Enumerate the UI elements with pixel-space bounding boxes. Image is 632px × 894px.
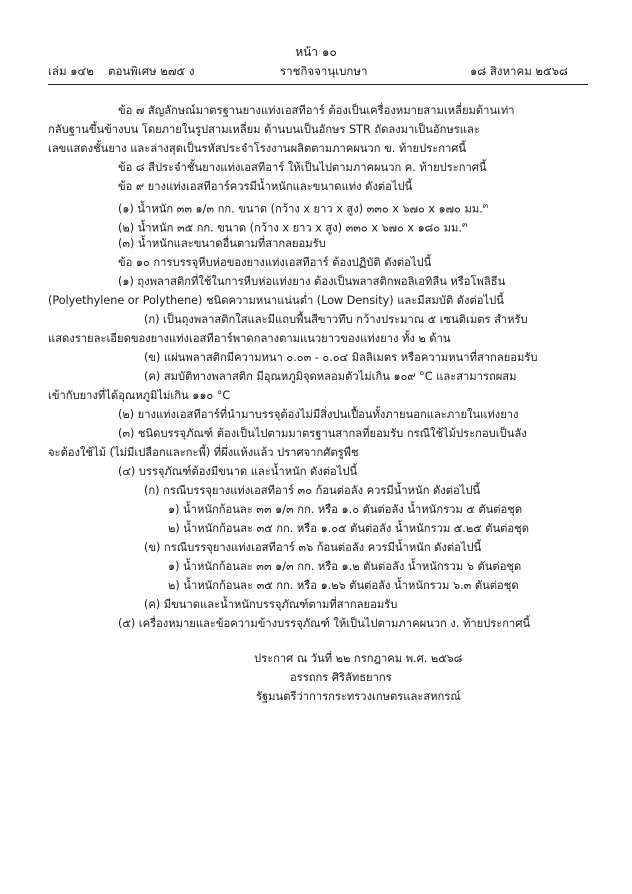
body-line: ๑) น้ำหนักก้อนละ ๓๓ ๑/๓ กก. หรือ ๑.๒ ตันต่อลัง น้ำหนักรวม ๖ ตันต่อชุด	[168, 560, 522, 573]
gazette-header	[48, 63, 588, 81]
body-line: กลับฐานขึ้นข้างบน โดยภายในรูปสามเหลี่ยม ด้านบนเป็นอักษร STR ถัดลงมาเป็นอักษรและ	[48, 123, 480, 136]
body-line: จะต้องใช้ไม้ (ไม่มีเปลือกและกะพี้) ที่ผึ่งแห้งแล้ว ปราศจากศัตรูพืช	[48, 446, 359, 459]
issue-label: ตอนพิเศษ ๒๗๕ ง	[108, 64, 195, 78]
body-line: (๑) น้ำหนัก ๓๓ ๑/๓ กก. ขนาด (กว้าง x ยาว x สูง) ๓๓๐ x ๖๗๐ x ๑๗๐ มม.$^๓$	[118, 201, 489, 216]
body-line: เลขแสดงชั้นยาง และล่างสุดเป็นรหัสประจำโรงงานผลิตตามภาคผนวก ข. ท้ายประกาศนี้	[48, 142, 467, 155]
body-line: (ก) เป็นถุงพลาสติกใสและมีแถบพื้นสีขาวทึบ กว้างประมาณ ๕ เซนติเมตร สำหรับ	[144, 313, 528, 326]
body-line: (๒) ยางแท่งเอสทีอาร์ที่นำมาบรรจุต้องไม่มีสิ่งปนเปื้อนทั้งภายนอกและภายในแท่งยาง	[118, 408, 519, 421]
body-line: ๑) น้ำหนักก้อนละ ๓๓ ๑/๓ กก. หรือ ๑.๐ ตันต่อลัง น้ำหนักรวม ๕ ตันต่อชุด	[168, 503, 523, 516]
body-line: ๒) น้ำหนักก้อนละ ๓๕ กก. หรือ ๑.๐๕ ตันต่อลัง น้ำหนักรวม ๕.๒๕ ตันต่อชุด	[168, 522, 529, 535]
signatory-position: รัฐมนตรีว่าการกระทรวงเกษตรและสหกรณ์	[256, 690, 461, 703]
body-line: (๑) ถุงพลาสติกที่ใช้ในการหีบห่อแท่งยาง ต้องเป็นพลาสติกพอลิเอทิลีน หรือโพลิธีน	[118, 275, 506, 288]
body-line: (ก) กรณีบรรจุยางแท่งเอสทีอาร์ ๓๐ ก้อนต่อลัง ควรมีน้ำหนัก ดังต่อไปนี้	[144, 484, 481, 497]
gazette-name: ราชกิจจานุเบกษา	[280, 64, 368, 78]
body-line: (ข) แผ่นพลาสติกมีความหนา ๐.๐๓ - ๐.๐๔ มิลลิเมตร หรือความหนาที่สากลยอมรับ	[144, 351, 538, 364]
body-line: (๒) น้ำหนัก ๓๕ กก. ขนาด (กว้าง x ยาว x สูง) ๓๓๐ x ๖๗๐ x ๑๘๐ มม.$^๓$	[118, 220, 468, 235]
body-line: (ค) มีขนาดและน้ำหนักบรรจุภัณฑ์ตามที่สากลยอมรับ	[144, 598, 398, 611]
body-line: (ค) สมบัติทางพลาสติก มีอุณหภูมิจุดหลอมตัวไม่เกิน ๑๐๙ °C และสามารถผสม	[144, 370, 517, 383]
signatory-name: อรรถกร ศิริลัทธยากร	[290, 671, 392, 684]
body-line: (๔) บรรจุภัณฑ์ต้องมีขนาด และน้ำหนัก ดังต่อไปนี้	[118, 465, 358, 478]
body-line: ๒) น้ำหนักก้อนละ ๓๕ กก. หรือ ๑.๒๖ ตันต่อลัง น้ำหนักรวม ๖.๓ ตันต่อชุด	[168, 579, 519, 592]
footnote-mark: ๓	[482, 201, 489, 210]
body-line: เข้ากับยางที่ได้อุณหภูมิไม่เกิน ๑๑๐ °C	[48, 389, 231, 402]
page-number: หน้า ๑๐	[295, 45, 337, 59]
body-line: แสดงรายละเอียดของยางแท่งเอสทีอาร์พาดกลางตามแนวยาวของแท่งยาง ทั้ง ๒ ด้าน	[48, 332, 451, 345]
footnote-mark: ๓	[462, 220, 468, 229]
body-line: (๕) เครื่องหมายและข้อความข้างบรรจุภัณฑ์ ให้เป็นไปตามภาคผนวก ง. ท้ายประกาศนี้	[118, 617, 531, 630]
body-line: (๓) ชนิดบรรจุภัณฑ์ ต้องเป็นไปตามมาตรฐานสากลที่ยอมรับ กรณีใช้ไม้ประกอบเป็นลัง	[118, 427, 527, 440]
body-line: (๓) น้ำหนักและขนาดอื่นตามที่สากลยอมรับ	[118, 237, 326, 250]
body-line: (ข) กรณีบรรจุยางแท่งเอสทีอาร์ ๓๖ ก้อนต่อลัง ควรมีน้ำหนัก ดังต่อไปนี้	[144, 541, 482, 554]
body-line: ข้อ ๗ สัญลักษณ์มาตรฐานยางแท่งเอสทีอาร์ ต้องเป็นเครื่องหมายสามเหลี่ยมด้านเท่า	[118, 104, 515, 117]
gazette-date: ๑๘ สิงหาคม ๒๕๖๘	[470, 64, 568, 78]
body-line: ข้อ ๘ สีประจำชั้นยางแท่งเอสทีอาร์ ให้เป็นไปตามภาคผนวก ค. ท้ายประกาศนี้	[118, 161, 487, 174]
announcement-date: ประกาศ ณ วันที่ ๒๒ กรกฎาคม พ.ศ. ๒๕๖๘	[254, 652, 463, 665]
body-line: (Polyethylene or Polythene) ชนิดความหนาแน่นต่ำ (Low Density) และมีสมบัติ ดังต่อไปนี้	[48, 294, 504, 307]
body-line: ข้อ ๑๐ การบรรจุหีบห่อของยางแท่งเอสทีอาร์ ต้องปฏิบัติ ดังต่อไปนี้	[118, 256, 432, 269]
header-rule	[48, 84, 588, 85]
body-line: ข้อ ๙ ยางแท่งเอสทีอาร์ควรมีน้ำหนักและขนาดแท่ง ดังต่อไปนี้	[118, 180, 413, 193]
volume-label: เล่ม ๑๔๒	[48, 64, 94, 78]
